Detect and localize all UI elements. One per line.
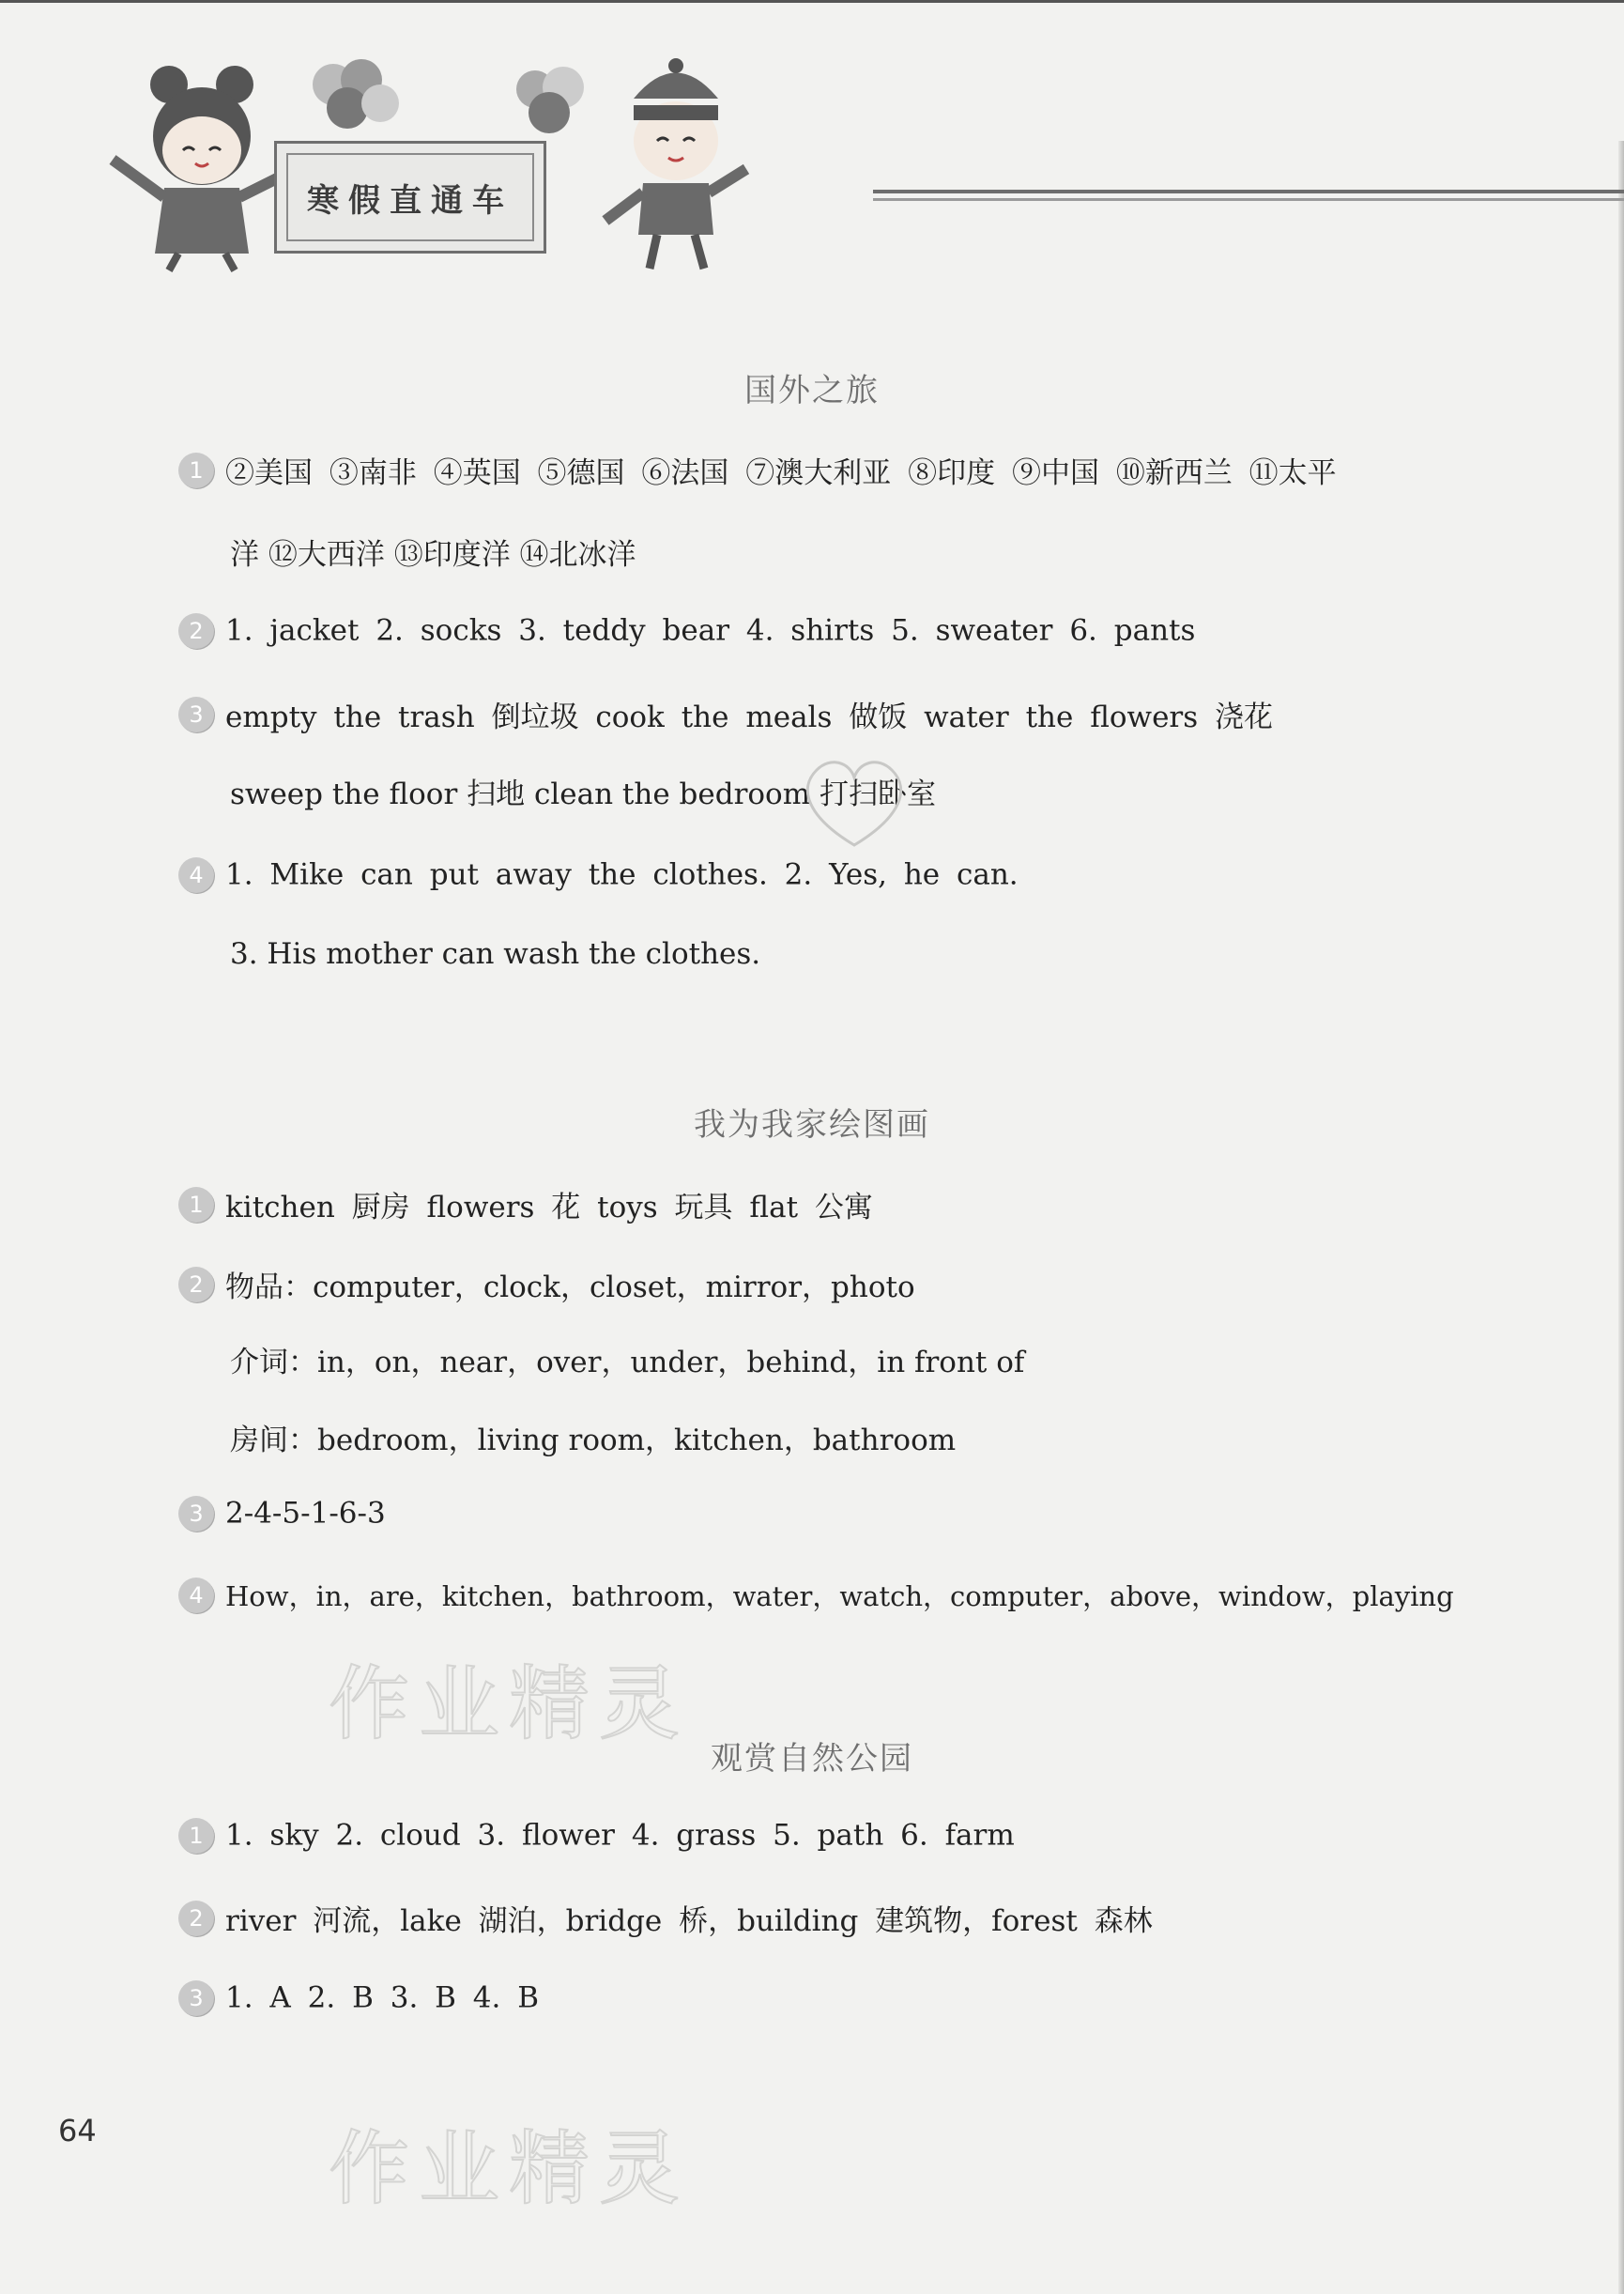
answer-item <box>178 856 1019 893</box>
item-number-badge: 1 <box>178 1187 214 1223</box>
header-rule <box>873 190 1624 206</box>
answer-item <box>178 1576 1454 1614</box>
section-title: 国外之旅 <box>744 372 880 409</box>
item-number-badge: 2 <box>178 1901 214 1936</box>
answer-line: 3. His mother can wash the clothes. <box>230 937 761 971</box>
answer-line: How，in，are，kitchen，bathroom，water，watch，computer，above，window，playing <box>225 1580 1454 1612</box>
answer-line: 洋 ⑫大西洋 ⑬印度洋 ⑭北冰洋 <box>230 538 636 572</box>
answer-line: river 河流，lake 湖泊，bridge 桥，building 建筑物，forest 森林 <box>225 1904 1153 1938</box>
answer-line: sweep the floor 扫地 clean the bedroom 打扫卧室 <box>230 777 936 811</box>
answer-line: 介词：in，on，near，over，under，behind，in front of <box>230 1346 1025 1379</box>
top-rule <box>0 0 1624 3</box>
answer-item <box>178 1817 1015 1854</box>
item-number-badge: 4 <box>178 1578 214 1613</box>
banner-title: 寒假直通车 <box>307 181 513 220</box>
item-number-badge: 1 <box>178 1818 214 1854</box>
section-title: 观赏自然公园 <box>711 1740 913 1778</box>
item-number-badge: 4 <box>178 857 214 893</box>
answer-line: 2-4-5-1-6-3 <box>225 1496 386 1531</box>
answer-item <box>178 1263 915 1305</box>
answer-line: kitchen 厨房 flowers 花 toys 玩具 flat 公寓 <box>225 1191 873 1224</box>
answer-item <box>178 612 1195 649</box>
answer-line: empty the trash 倒垃圾 cook the meals 做饭 water the flowers 浇花 <box>225 701 1273 734</box>
banner-inner <box>286 153 534 241</box>
page-number: 64 <box>58 2113 97 2148</box>
header <box>94 47 1624 272</box>
answer-line: 1. A 2. B 3. B 4. B <box>225 1980 540 2015</box>
answer-item <box>178 1495 386 1532</box>
answer-item <box>178 449 1337 491</box>
stamp-icon <box>798 751 911 854</box>
section-title: 我为我家绘图画 <box>694 1106 930 1144</box>
banner <box>274 141 546 254</box>
answer-item <box>178 1979 539 2016</box>
item-number-badge: 2 <box>178 613 214 649</box>
item-number-badge: 2 <box>178 1267 214 1302</box>
answer-item <box>178 1897 1153 1939</box>
watermark: 作业精灵 <box>329 2122 689 2216</box>
page-edge <box>1618 141 1624 2294</box>
item-number-badge: 3 <box>178 697 214 732</box>
answer-line: 1. sky 2. cloud 3. flower 4. grass 5. path 6. farm <box>225 1818 1015 1853</box>
answer-line: 房间：bedroom，living room，kitchen，bathroom <box>230 1424 957 1457</box>
answer-line: 物品：computer，clock，closet，mirror，photo <box>225 1270 915 1304</box>
watermark: 作业精灵 <box>329 1657 689 1751</box>
answer-line: ②美国 ③南非 ④英国 ⑤德国 ⑥法国 ⑦澳大利亚 ⑧印度 ⑨中国 ⑩新西兰 ⑪太平 <box>225 456 1337 490</box>
item-number-badge: 3 <box>178 1980 214 2016</box>
answer-item <box>178 1183 873 1225</box>
item-number-badge: 3 <box>178 1496 214 1532</box>
boy-illustration-icon <box>582 47 760 272</box>
answer-line: 1. Mike can put away the clothes. 2. Yes, he can. <box>225 857 1019 892</box>
answer-item <box>178 693 1273 735</box>
item-number-badge: 1 <box>178 453 214 488</box>
girl-illustration-icon <box>94 47 282 272</box>
answer-line: 1. jacket 2. socks 3. teddy bear 4. shirts 5. sweater 6. pants <box>225 613 1196 648</box>
